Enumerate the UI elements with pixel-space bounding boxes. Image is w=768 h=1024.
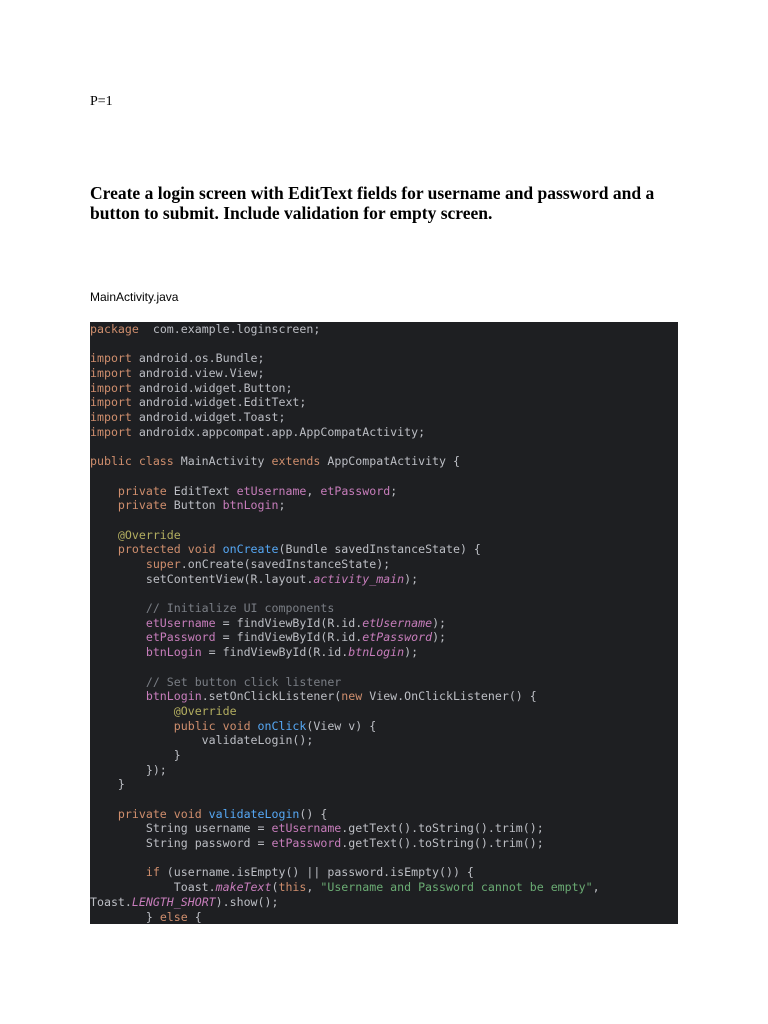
code-line xyxy=(90,410,678,425)
code-token: LENGTH_SHORT xyxy=(131,894,216,909)
code-token: }); xyxy=(90,762,167,777)
code-token: private void xyxy=(117,806,202,821)
code-line xyxy=(90,704,678,719)
code-token: "Username and Password cannot be empty" xyxy=(320,880,593,895)
code-line xyxy=(90,865,678,880)
code-token: public class xyxy=(90,454,174,469)
code-token: etPassword xyxy=(271,836,342,851)
code-line xyxy=(90,498,678,513)
code-line xyxy=(90,366,678,381)
code-token: btnLogin xyxy=(145,689,202,704)
code-token: this xyxy=(278,880,307,895)
code-token: extends xyxy=(271,454,321,469)
code-line xyxy=(90,675,678,690)
code-line xyxy=(90,454,678,469)
page-marker: P=1 xyxy=(90,94,113,109)
code-line xyxy=(90,586,678,601)
code-token: if xyxy=(145,865,160,880)
code-token: String username = xyxy=(90,821,272,836)
code-line xyxy=(90,616,678,631)
code-token: (View v) { xyxy=(306,718,377,733)
code-token xyxy=(90,528,118,542)
code-token: validateLogin(); xyxy=(90,733,314,748)
code-token: import xyxy=(90,351,132,366)
code-line xyxy=(90,542,678,557)
code-line xyxy=(90,528,678,543)
code-token: () { xyxy=(299,806,328,821)
question-heading: Create a login screen with EditText fields for username and password and a button to submit. Include validation for empty screen. xyxy=(90,183,655,223)
code-token: android.os.Bundle; xyxy=(131,351,265,366)
code-token: etPassword xyxy=(362,630,433,645)
code-line xyxy=(90,733,678,748)
code-token: Button xyxy=(166,498,223,513)
code-token xyxy=(90,719,174,733)
code-token xyxy=(90,601,146,615)
code-line xyxy=(90,572,678,587)
code-line xyxy=(90,748,678,763)
code-line xyxy=(90,645,678,660)
code-token xyxy=(90,865,146,879)
code-token: btnLogin xyxy=(348,645,405,660)
code-token: @Override xyxy=(117,527,181,542)
code-token: = findViewById(R.id. xyxy=(201,645,349,660)
code-line xyxy=(90,689,678,704)
code-token: validateLogin xyxy=(201,806,300,821)
code-token: import xyxy=(90,395,132,410)
code-token: setContentView(R.layout. xyxy=(90,571,314,586)
code-token: etUsername xyxy=(145,615,216,630)
code-line xyxy=(90,513,678,528)
code-token: activity_main xyxy=(313,571,405,586)
code-line xyxy=(90,557,678,572)
code-token xyxy=(90,616,146,630)
code-line xyxy=(90,425,678,440)
code-token xyxy=(90,484,118,498)
code-token xyxy=(90,498,118,512)
code-token: import xyxy=(90,380,132,395)
code-line xyxy=(90,836,678,851)
code-token: ; xyxy=(390,483,398,498)
code-line xyxy=(90,395,678,410)
code-token xyxy=(90,807,118,821)
code-token: String password = xyxy=(90,836,272,851)
code-token: btnLogin xyxy=(145,645,202,660)
code-token: ); xyxy=(432,630,447,645)
code-token: } xyxy=(90,777,125,792)
code-line xyxy=(90,351,678,366)
code-token: androidx.appcompat.app.AppCompatActivity; xyxy=(131,424,426,439)
code-token: etUsername xyxy=(362,615,433,630)
code-token: etUsername xyxy=(236,483,307,498)
code-token xyxy=(90,542,118,556)
code-token: .getText().toString().trim(); xyxy=(341,836,544,851)
code-token: new xyxy=(341,689,363,704)
code-line xyxy=(90,337,678,352)
code-token: import xyxy=(90,410,132,425)
code-token: package xyxy=(90,322,139,336)
code-line xyxy=(90,660,678,675)
code-token: (Bundle savedInstanceState) { xyxy=(278,542,481,557)
code-token: ).show(); xyxy=(215,894,279,909)
code-line xyxy=(90,630,678,645)
code-token: onClick xyxy=(250,718,307,733)
code-line xyxy=(90,792,678,807)
code-token xyxy=(90,557,146,571)
code-token: .getText().toString().trim(); xyxy=(341,821,544,836)
code-token: Toast. xyxy=(90,894,132,909)
code-token: = findViewById(R.id. xyxy=(215,630,363,645)
code-token xyxy=(90,675,146,689)
code-line xyxy=(90,910,678,925)
code-token: else xyxy=(159,909,188,924)
code-token xyxy=(90,645,146,659)
code-token: com.example.loginscreen; xyxy=(138,322,321,336)
code-token: protected void xyxy=(117,542,216,557)
code-token: @Override xyxy=(173,703,237,718)
code-token: ( xyxy=(271,880,279,895)
code-block xyxy=(90,322,678,924)
code-token: ); xyxy=(404,571,419,586)
code-line xyxy=(90,440,678,455)
code-token: android.widget.Toast; xyxy=(131,410,286,425)
code-token: ; xyxy=(278,498,286,513)
code-line xyxy=(90,777,678,792)
code-line xyxy=(90,821,678,836)
code-token: onCreate xyxy=(215,542,279,557)
code-line xyxy=(90,851,678,866)
code-token: import xyxy=(90,366,132,381)
code-line xyxy=(90,601,678,616)
code-token: // Set button click listener xyxy=(145,674,342,689)
code-line xyxy=(90,880,678,895)
code-token: etPassword xyxy=(320,483,391,498)
code-token: EditText xyxy=(166,483,237,498)
file-label: MainActivity.java xyxy=(90,290,179,304)
code-token: , xyxy=(306,483,321,498)
code-token: (username.isEmpty() || password.isEmpty()) { xyxy=(159,865,474,880)
code-token: private xyxy=(117,498,167,513)
code-token: makeText xyxy=(215,880,272,895)
code-token: // Initialize UI components xyxy=(145,601,335,616)
code-token: etPassword xyxy=(145,630,216,645)
code-token: android.widget.Button; xyxy=(131,380,293,395)
code-token: , xyxy=(592,880,600,895)
code-token: = findViewById(R.id. xyxy=(215,615,363,630)
code-line xyxy=(90,469,678,484)
code-token: , xyxy=(306,880,321,895)
code-token: .setOnClickListener( xyxy=(201,689,342,704)
code-token: import xyxy=(90,424,132,439)
code-line xyxy=(90,895,678,910)
code-listing xyxy=(90,322,678,924)
code-line xyxy=(90,763,678,778)
code-token: public void xyxy=(173,718,251,733)
code-token xyxy=(90,689,146,703)
code-token: } xyxy=(90,909,160,924)
code-token: View.OnClickListener() { xyxy=(362,689,537,704)
code-token: etUsername xyxy=(271,821,342,836)
code-token: android.widget.EditText; xyxy=(131,395,307,410)
code-token: btnLogin xyxy=(222,498,279,513)
code-token: Toast. xyxy=(90,880,216,895)
code-line xyxy=(90,484,678,499)
code-token xyxy=(90,704,174,718)
code-line xyxy=(90,807,678,822)
code-token: AppCompatActivity { xyxy=(320,454,460,469)
code-line xyxy=(90,381,678,396)
code-token: } xyxy=(90,747,181,762)
code-token: private xyxy=(117,483,167,498)
code-token: MainActivity xyxy=(173,454,272,469)
code-line xyxy=(90,719,678,734)
code-token: .onCreate(savedInstanceState); xyxy=(180,557,391,571)
code-token: ); xyxy=(404,645,419,660)
code-token: android.view.View; xyxy=(131,366,265,381)
code-token xyxy=(90,630,146,644)
code-token: ); xyxy=(432,615,447,630)
code-token: super xyxy=(145,557,181,571)
code-line xyxy=(90,322,678,337)
code-token: { xyxy=(187,909,202,924)
